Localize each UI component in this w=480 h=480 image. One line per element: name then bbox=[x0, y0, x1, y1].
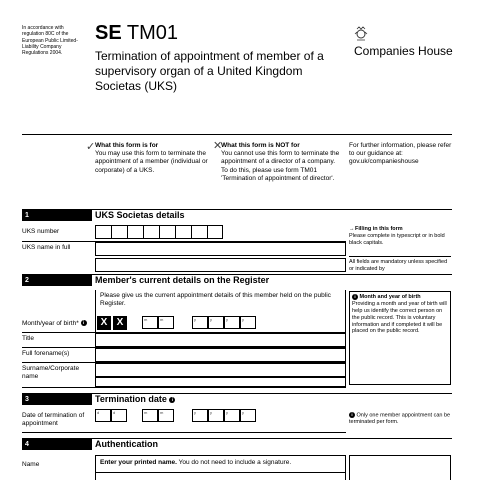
arrow-icon: → bbox=[349, 226, 355, 232]
surname-label: Surname/Corporate name bbox=[22, 365, 80, 380]
form-code bbox=[95, 22, 178, 44]
uks-name-label: UKS name in full bbox=[22, 244, 71, 251]
title-label: Title bbox=[22, 335, 35, 342]
info-icon: i bbox=[169, 397, 175, 403]
title-input[interactable] bbox=[95, 333, 346, 347]
form-purpose-title: What this form is for bbox=[95, 142, 159, 149]
dob-label-text: Month/year of birth* bbox=[22, 320, 79, 327]
dob-year-cell[interactable]: y bbox=[224, 316, 240, 329]
dob-help bbox=[349, 291, 451, 385]
surname-input[interactable] bbox=[95, 363, 346, 377]
section-3-number: 3 bbox=[22, 394, 92, 405]
section-2-instruction: Please give us the current appointment details of this member held on the public Register. bbox=[100, 292, 331, 308]
filling-title: Filling in this form bbox=[355, 226, 403, 232]
dob-year-cell[interactable]: y bbox=[192, 316, 208, 329]
section-4-number: 4 bbox=[22, 439, 92, 450]
termination-help-text: Only one member appointment can be terminated per form. bbox=[349, 412, 451, 426]
cross-icon: ✕ bbox=[213, 140, 223, 152]
termination-date-label: Date of termination of appointment bbox=[22, 412, 85, 427]
section-2-number: 2 bbox=[22, 275, 92, 286]
regulation-note: In accordance with regulation 80C of the European Public Limited-Liability Company Regulations 2004. bbox=[22, 25, 78, 57]
term-day-cell[interactable]: d bbox=[111, 409, 127, 422]
term-year-cell[interactable]: y bbox=[192, 409, 208, 422]
term-day-cell[interactable]: d bbox=[95, 409, 111, 422]
term-month-cell[interactable]: m bbox=[142, 409, 158, 422]
surname-input-2[interactable] bbox=[95, 377, 346, 387]
section-3-title bbox=[95, 394, 175, 405]
form-title: Termination of appointment of member of a supervisory organ of a United Kingdom Societas (UKS) bbox=[95, 49, 324, 93]
dob-month-cell[interactable]: m bbox=[142, 316, 158, 329]
dob-day-x: X bbox=[113, 316, 127, 330]
row-divider bbox=[22, 432, 346, 433]
royal-crest-icon bbox=[354, 26, 368, 42]
dob-year-cell[interactable]: y bbox=[240, 316, 256, 329]
dob-day-x: X bbox=[97, 316, 111, 330]
term-year-cell[interactable]: y bbox=[224, 409, 240, 422]
form-not-purpose bbox=[221, 142, 343, 183]
section-3-title-text: Termination date bbox=[95, 394, 167, 404]
further-info: For further information, please refer to our guidance at: gov.uk/companieshouse bbox=[349, 142, 452, 166]
mandatory-note: All fields are mandatory unless specified or indicated by bbox=[349, 256, 451, 273]
dob-month-cell[interactable]: m bbox=[158, 316, 174, 329]
auth-instruction-box bbox=[95, 455, 346, 472]
uks-name-input-2[interactable] bbox=[95, 258, 346, 272]
forenames-input[interactable] bbox=[95, 348, 346, 362]
termination-help bbox=[349, 412, 451, 426]
name-label: Name bbox=[22, 461, 40, 468]
term-year-cell[interactable]: y bbox=[208, 409, 224, 422]
auth-side-box bbox=[349, 455, 451, 480]
auth-instruction-bold: Enter your printed name. bbox=[100, 459, 177, 466]
dob-help-title: Month and year of birth bbox=[359, 294, 421, 301]
info-icon: i bbox=[81, 320, 87, 326]
form-purpose-text: You may use this form to terminate the appointment of a member (individual or corporate) of a UKS. bbox=[95, 150, 208, 174]
dob-help-text: Providing a month and year of birth will help us identify the correct person on the public record. This is voluntary information and if completed it will be placed on the public record. bbox=[352, 301, 447, 335]
form-not-purpose-text: You cannot use this form to terminate the appointment of a director of a company. To do this, please use form TM01 'Termination of appointment of director'. bbox=[221, 150, 340, 182]
section-2-title: Member's current details on the Register bbox=[95, 275, 270, 285]
info-icon: i bbox=[352, 294, 358, 300]
brand-name: Companies House bbox=[354, 44, 453, 58]
auth-name-input[interactable] bbox=[95, 472, 346, 480]
info-icon: i bbox=[349, 412, 355, 418]
auth-instruction bbox=[96, 456, 345, 470]
form-not-purpose-title: What this form is NOT for bbox=[221, 142, 300, 149]
header-divider bbox=[22, 134, 452, 135]
dob-year-cell[interactable]: y bbox=[208, 316, 224, 329]
filling-help bbox=[349, 226, 451, 246]
form-code-prefix: SE bbox=[95, 22, 122, 44]
auth-instruction-rest: You do not need to include a signature. bbox=[176, 459, 292, 466]
term-month-cell[interactable]: m bbox=[158, 409, 174, 422]
form-code-suffix: TM01 bbox=[121, 22, 179, 44]
forenames-label: Full forename(s) bbox=[22, 350, 70, 357]
section-1-title: UKS Societas details bbox=[95, 210, 185, 220]
section-4-title: Authentication bbox=[95, 439, 158, 449]
filling-text: Please complete in typescript or in bold black capitals. bbox=[349, 232, 445, 246]
dob-label bbox=[22, 320, 87, 328]
uks-number-input[interactable] bbox=[95, 225, 223, 239]
section-1-number: 1 bbox=[22, 210, 92, 221]
form-purpose bbox=[95, 142, 210, 175]
uks-name-input[interactable] bbox=[95, 242, 346, 256]
term-year-cell[interactable]: y bbox=[240, 409, 256, 422]
tick-icon: ✓ bbox=[86, 141, 96, 153]
row-divider bbox=[22, 387, 346, 388]
uks-number-label: UKS number bbox=[22, 228, 60, 235]
